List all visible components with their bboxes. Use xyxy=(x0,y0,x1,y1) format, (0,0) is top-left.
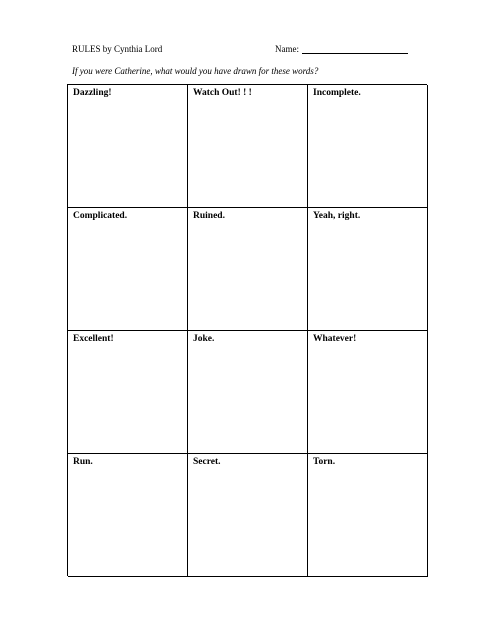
grid-cell xyxy=(188,208,308,331)
grid-cell xyxy=(68,85,188,208)
grid-cell xyxy=(68,208,188,331)
cell-word: Dazzling! xyxy=(73,88,112,98)
grid-cell xyxy=(188,85,308,208)
name-blank-line xyxy=(302,44,408,54)
cell-word: Excellent! xyxy=(73,334,114,344)
grid-cell xyxy=(308,331,428,454)
cell-word: Complicated. xyxy=(73,211,128,221)
cell-word: Joke. xyxy=(193,334,215,344)
grid-cell xyxy=(308,454,428,577)
instructions: If you were Catherine, what would you have drawn for these words? xyxy=(72,66,319,76)
grid-cell xyxy=(308,85,428,208)
grid-cell xyxy=(188,454,308,577)
cell-word: Run. xyxy=(73,457,93,467)
worksheet-title: RULES by Cynthia Lord xyxy=(72,44,163,54)
name-field xyxy=(275,44,408,55)
cell-word: Watch Out! ! ! xyxy=(193,88,252,98)
grid-cell xyxy=(68,454,188,577)
drawing-grid xyxy=(67,84,427,576)
cell-word: Whatever! xyxy=(313,334,357,344)
cell-word: Secret. xyxy=(193,457,221,467)
name-label: Name: xyxy=(275,44,299,54)
cell-word: Incomplete. xyxy=(313,88,361,98)
grid-cell xyxy=(68,331,188,454)
cell-word: Ruined. xyxy=(193,211,225,221)
grid-cell xyxy=(188,331,308,454)
cell-word: Torn. xyxy=(313,457,336,467)
grid-cell xyxy=(308,208,428,331)
cell-word: Yeah, right. xyxy=(313,211,361,221)
